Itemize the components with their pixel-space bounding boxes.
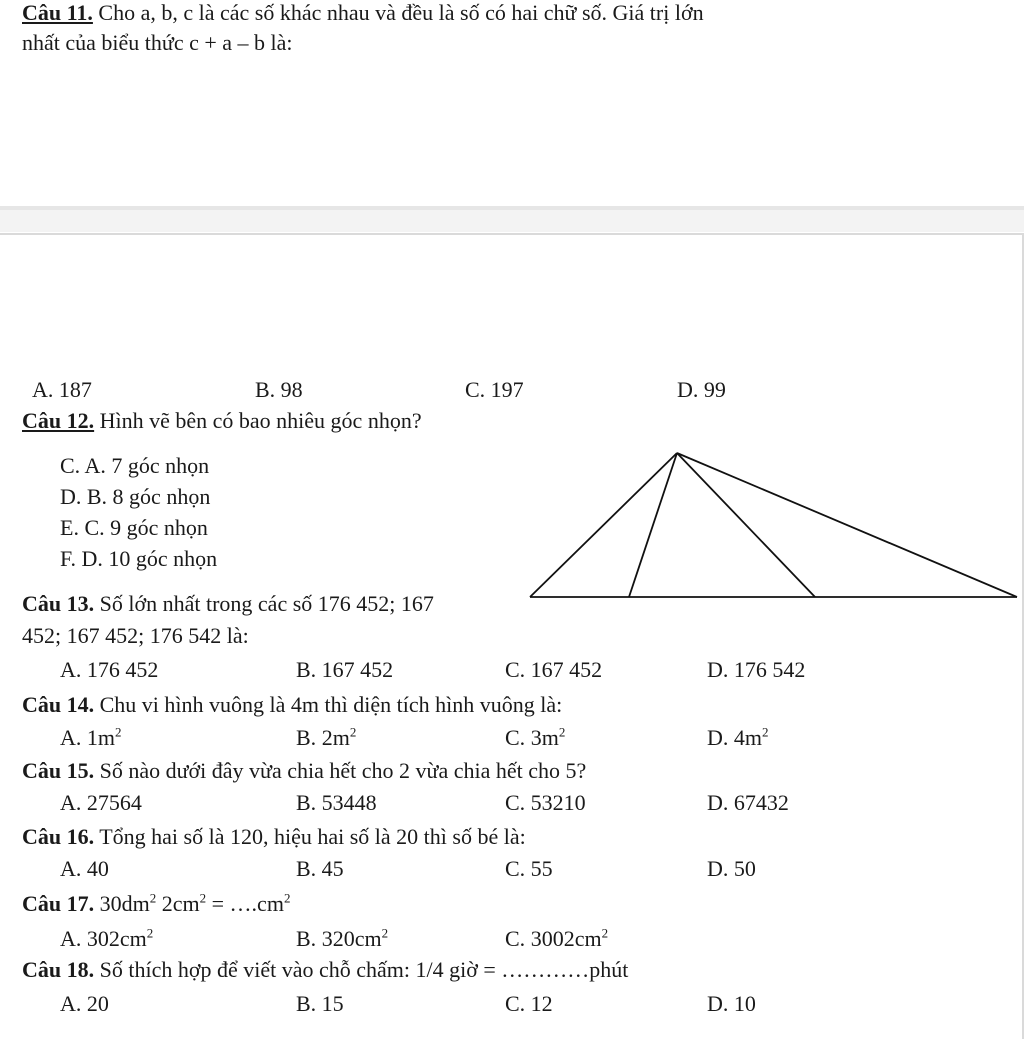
- q18-text: Số thích hợp để viết vào chỗ chấm: 1/4 giờ = …………phút: [94, 957, 629, 982]
- q17-option-c-prefix: C.: [505, 926, 531, 951]
- q13-option-c: C. 167 452: [505, 657, 603, 682]
- q15-question: [22, 758, 586, 784]
- q18-option-b: B. 15: [296, 991, 344, 1016]
- q16-label: Câu 16.: [22, 824, 95, 849]
- q13-option-b: B. 167 452: [296, 657, 394, 682]
- q14-option-d-value: 4m: [733, 725, 763, 750]
- q12-text: Hình vẽ bên có bao nhiêu góc nhọn?: [94, 408, 422, 433]
- q14-option-c: [505, 725, 565, 751]
- q14-option-d-exp: 2: [762, 724, 769, 740]
- q15-option-c: C. 53210: [505, 790, 586, 815]
- q18-option-d: D. 10: [707, 991, 756, 1016]
- q14-option-a-exp: 2: [115, 724, 122, 740]
- q17-exp-2: 2: [199, 890, 207, 906]
- q12-option-c: E. C. 9 góc nhọn: [60, 515, 208, 540]
- q14-text: Chu vi hình vuông là 4m thì diện tích hình vuông là:: [94, 692, 563, 717]
- q16-text: Tổng hai số là 120, hiệu hai số là 20 thì số bé là:: [94, 824, 526, 849]
- q15-text: Số nào dưới đây vừa chia hết cho 2 vừa chia hết cho 5?: [94, 758, 587, 783]
- q17-part-2: 2cm: [156, 891, 200, 916]
- q13-text-1: Số lớn nhất trong các số 176 452; 167: [94, 591, 434, 616]
- q11-option-b: B. 98: [255, 377, 303, 402]
- q16-option-c: C. 55: [505, 856, 553, 881]
- q17-option-b-exp: 2: [381, 925, 389, 941]
- q17-option-a-value: 302cm: [86, 926, 147, 951]
- q17-label: Câu 17.: [22, 891, 95, 916]
- q14-option-b-value: 2m: [321, 725, 350, 750]
- q14-label: Câu 14.: [22, 692, 95, 717]
- q18-option-c: C. 12: [505, 991, 553, 1016]
- q13-line1: [22, 591, 434, 617]
- q17-part-3: = ….cm: [206, 891, 284, 916]
- q14-option-d-prefix: D.: [707, 725, 734, 750]
- q17-part-1: 30dm: [94, 891, 150, 916]
- q13-option-d: D. 176 542: [707, 657, 806, 682]
- q11-option-a: A. 187: [32, 377, 92, 402]
- triangle-right-side: [677, 453, 1017, 597]
- q18-label: Câu 18.: [22, 957, 95, 982]
- q11-option-c: C. 197: [465, 377, 524, 402]
- q17-option-c-value: 3002cm: [530, 926, 602, 951]
- q14-option-c-prefix: C.: [505, 725, 531, 750]
- q14-option-b: [296, 725, 356, 751]
- q16-question: [22, 824, 526, 850]
- q17-option-c: [505, 926, 608, 952]
- q13-text-2: 452; 167 452; 176 542 là:: [22, 623, 249, 648]
- q14-option-a: [60, 725, 122, 751]
- q12-option-a: C. A. 7 góc nhọn: [60, 453, 210, 478]
- q13-option-a: A. 176 452: [60, 657, 159, 682]
- q15-label: Câu 15.: [22, 758, 95, 783]
- q18-question: [22, 957, 628, 983]
- q14-question: [22, 692, 562, 718]
- q14-option-a-value: 1m: [86, 725, 116, 750]
- q12-option-b: D. B. 8 góc nhọn: [60, 484, 211, 509]
- q11-text-2: nhất của biểu thức c + a – b là:: [22, 30, 293, 55]
- q13-label: Câu 13.: [22, 591, 95, 616]
- q12-option-d: F. D. 10 góc nhọn: [60, 546, 218, 571]
- q17-option-a-prefix: A.: [60, 926, 87, 951]
- q16-option-d: D. 50: [707, 856, 756, 881]
- q17-exp-1: 2: [149, 890, 157, 906]
- q17-question: [22, 891, 290, 917]
- q17-option-a-exp: 2: [146, 925, 154, 941]
- q11-text-1: Cho a, b, c là các số khác nhau và đều là số có hai chữ số. Giá trị lớn: [92, 0, 704, 25]
- q15-option-d: D. 67432: [707, 790, 789, 815]
- triangle-inner-line-2: [677, 453, 815, 597]
- q14-option-c-value: 3m: [530, 725, 559, 750]
- triangle-inner-line-1: [629, 453, 677, 597]
- q11-label: Câu 11.: [22, 0, 93, 25]
- q17-option-b: [296, 926, 388, 952]
- q14-option-c-exp: 2: [558, 724, 566, 740]
- q14-option-b-prefix: B.: [296, 725, 322, 750]
- q16-option-b: B. 45: [296, 856, 344, 881]
- q17-exp-3: 2: [283, 890, 291, 906]
- q17-option-b-prefix: B.: [296, 926, 322, 951]
- q11-option-d: D. 99: [677, 377, 726, 402]
- q12-label: Câu 12.: [22, 408, 95, 433]
- q15-option-a: A. 27564: [60, 790, 142, 815]
- q17-option-c-exp: 2: [601, 925, 609, 941]
- triangle-left-side: [530, 453, 677, 597]
- q14-option-a-prefix: A.: [60, 725, 87, 750]
- q14-option-b-exp: 2: [349, 724, 357, 740]
- q16-option-a: A. 40: [60, 856, 109, 881]
- q17-option-a: [60, 926, 153, 952]
- q17-option-b-value: 320cm: [321, 926, 382, 951]
- q15-option-b: B. 53448: [296, 790, 377, 815]
- q18-option-a: A. 20: [60, 991, 109, 1016]
- q14-option-d: [707, 725, 769, 751]
